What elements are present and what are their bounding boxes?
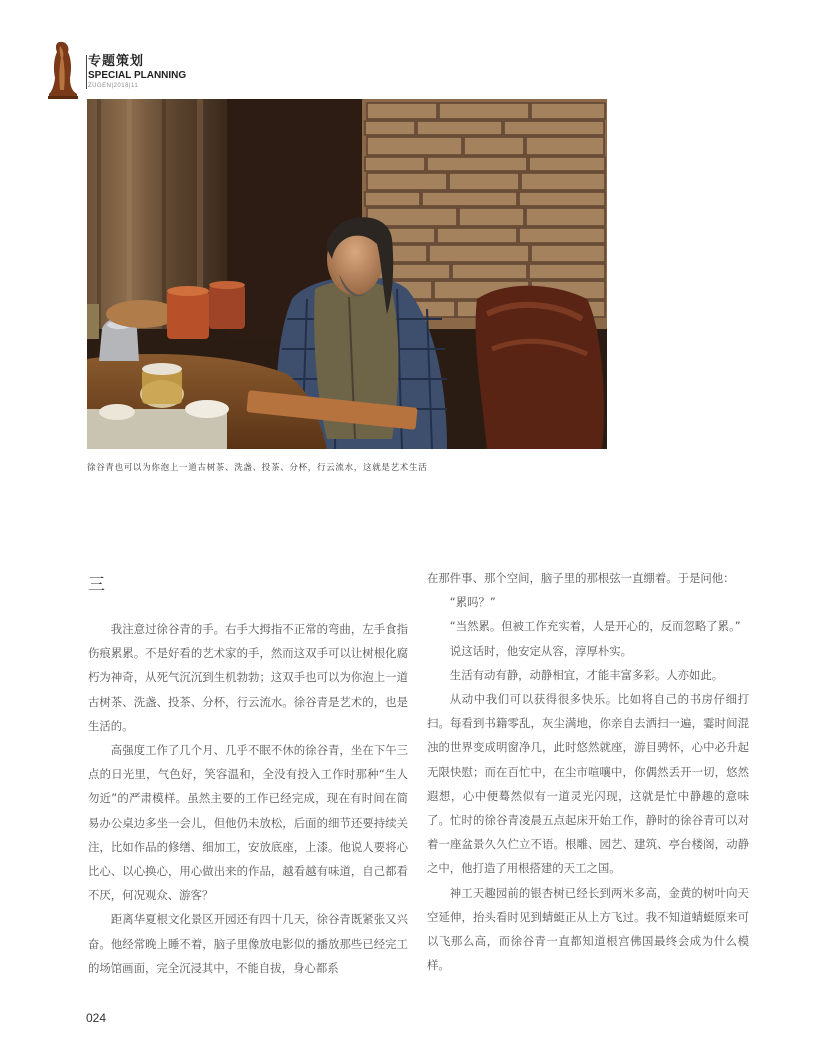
section-title-zh: 专题策划 (88, 54, 145, 69)
paragraph: 从动中我们可以获得很多快乐。比如将自己的书房仔细打扫。每看到书籍零乱，灰尘满地，你亲自去洒扫一遍，霎时间混浊的世界变成明窗净几，此时悠然就座，游目骋怀，心中必升起无限快慰；而在百忙中，在尘市喧嚷中，你偶然丢开一切，悠然遐想，心中便蓦然似有一道灵光闪现，这就是忙中静趣的意味了。忙时的徐谷青凌晨五点起床开始工作，静时的徐谷青可以对着一座盆景久久伫立不语。根雕、园艺、建筑、亭台楼阁，动静之中，他打造了用根搭建的天工之国。 (427, 692, 749, 876)
magazine-logo (46, 38, 80, 100)
paragraph: 说这话时，他安定从容，淳厚朴实。 (449, 643, 633, 658)
photo-caption: 徐谷青也可以为你泡上一道古树茶、洗盏、投茶、分杯，行云流水，这就是艺术生活 (87, 463, 428, 473)
paragraph-continued: 在那件事、那个空间，脑子里的那根弦一直绷着。于是问他： (427, 571, 735, 585)
article-column-left (88, 617, 408, 980)
paragraph: “当然累。但被工作充实着，人是开心的，反而忽略了累。” (449, 619, 741, 634)
paragraph: “累吗？” (449, 595, 496, 610)
page-number: 024 (86, 1011, 107, 1025)
paragraph: 生活有动有静，动静相宜，才能丰富多彩。人亦如此。 (449, 667, 724, 682)
paragraph: 高强度工作了几个月、几乎不眠不休的徐谷青，坐在下午三点的日光里，气色好，笑容温和，全没有投入工作时那种“生人勿近”的严肃模样。虽然主要的工作已经完成，现在有时间在简易办公桌边多坐一会儿，但他仍未放松，后面的细节还要持续关注，比如作品的修缮、细加工，安放底座，上漆。他说人要将心比心、以心换心，用心做出来的作品，越看越有味道，自己都看不厌，何况观众、游客？ (88, 743, 408, 903)
article-column-right (427, 566, 749, 977)
header-divider (86, 55, 87, 89)
issue-label: ZUGEN|2018|11 (88, 83, 139, 89)
paragraph: 我注意过徐谷青的手。右手大拇指不正常的弯曲，左手食指伤痕累累。不是好看的艺术家的手，然而这双手可以让树根化腐朽为神奇，从死气沉沉到生机勃勃；这双手也可以为你泡上一道古树茶、洗盏、投茶、分杯，行云流水。徐谷青是艺术的，也是生活的。 (88, 622, 408, 733)
paragraph: 距离华夏根文化景区开园还有四十几天，徐谷青既紧张又兴奋。他经常晚上睡不着，脑子里像放电影似的播放那些已经完工的场馆画面，完全沉浸其中，不能自拔，身心都系 (88, 912, 408, 975)
paragraph: 神工天趣园前的银杏树已经长到两米多高，金黄的树叶向天空延伸，抬头看时见到蜻蜓正从上方飞过。我不知道蜻蜓原来可以飞那么高，而徐谷青一直都知道根宫佛国最终会成为什么模样。 (427, 885, 749, 973)
section-number: 三 (88, 575, 105, 595)
article-photo (87, 99, 607, 449)
section-header (88, 54, 186, 90)
section-title-en: SPECIAL PLANNING (88, 70, 187, 81)
